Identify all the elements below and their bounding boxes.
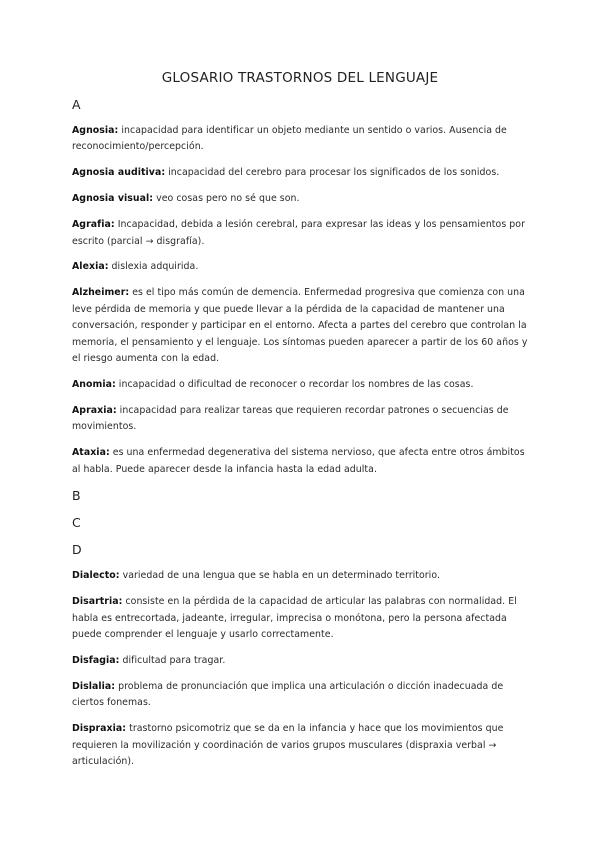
- glossary-term: Dialecto:: [72, 570, 120, 582]
- section-letter-c: C: [72, 515, 81, 531]
- glossary-entry: [72, 217, 534, 250]
- glossary-definition: incapacidad del cerebro para procesar los significados de los sonidos.: [165, 167, 500, 179]
- glossary-definition: Incapacidad, debida a lesión cerebral, para expresar las ideas y los pensamientos por escrito (parcial → disgrafía).: [72, 219, 525, 247]
- glossary-entry: [72, 165, 534, 181]
- glossary-definition: es una enfermedad degenerativa del sistema nervioso, que afecta entre otros ámbitos al habla. Puede aparecer desde la infancia hasta la edad adulta.: [72, 447, 525, 475]
- glossary-term: Agnosia auditiva:: [72, 167, 166, 179]
- glossary-definition: veo cosas pero no sé que son.: [153, 193, 300, 205]
- glossary-term: Apraxia:: [72, 404, 117, 416]
- glossary-term: Dispraxia:: [72, 723, 127, 735]
- glossary-definition: incapacidad o dificultad de reconocer o recordar los nombres de las cosas.: [115, 378, 474, 390]
- glossary-entry: [72, 594, 534, 643]
- glossary-term: Alzheimer:: [72, 287, 130, 299]
- glossary-term: Disartria:: [72, 596, 123, 608]
- glossary-entry: [72, 191, 534, 207]
- section-letter-b: B: [72, 488, 81, 504]
- glossary-term: Agnosia visual:: [72, 193, 154, 205]
- section-letter-a: A: [72, 97, 81, 112]
- glossary-body: [72, 96, 534, 780]
- page-title: GLOSARIO TRASTORNOS DEL LENGUAJE: [161, 70, 439, 86]
- glossary-entry: [72, 568, 534, 584]
- glossary-entry: [72, 377, 534, 393]
- glossary-definition: dislexia adquirida.: [108, 261, 199, 273]
- glossary-definition: trastorno psicomotriz que se da en la infancia y hace que los movimientos que requieren la movilización y coordinación de varios grupos musculares (dispraxia verbal → articulación).: [72, 723, 504, 768]
- glossary-entry: [72, 403, 534, 436]
- glossary-definition: problema de pronunciación que implica una articulación o dicción inadecuada de ciertos fonemas.: [72, 680, 504, 709]
- glossary-entry: [72, 285, 534, 367]
- glossary-term: Dislalia:: [72, 680, 116, 692]
- glossary-definition: incapacidad para realizar tareas que requieren recordar patrones o secuencias de movimientos.: [72, 404, 509, 433]
- glossary-definition: es el tipo más común de demencia. Enfermedad progresiva que comienza con una leve pérdida de memoria y que puede llevar a la pérdida de la capacidad de mantener una conversación, responder y participar en el entorno. Afecta a partes del cerebro que controlan la memoria, el pensamiento y el lenguaje. Los síntomas pueden aparecer a partir de los 60 años y el riesgo aumenta con la edad.: [72, 287, 528, 364]
- glossary-term: Agrafia:: [72, 219, 115, 231]
- glossary-entry: [72, 445, 534, 478]
- glossary-definition: variedad de una lengua que se habla en un determinado territorio.: [119, 570, 440, 582]
- glossary-entry: [72, 123, 534, 156]
- glossary-term: Alexia:: [72, 261, 109, 273]
- glossary-term: Ataxia:: [72, 447, 110, 459]
- glossary-entry: [72, 653, 534, 669]
- glossary-entry: [72, 259, 534, 275]
- glossary-entry: [72, 721, 534, 770]
- glossary-definition: consiste en la pérdida de la capacidad de articular las palabras con normalidad. El habla es entrecortada, jadeante, irregular, imprecisa o monótona, pero la persona afectada puede comprender el lenguaje y usarlo correctamente.: [72, 596, 517, 641]
- glossary-definition: dificultad para tragar.: [119, 655, 226, 667]
- glossary-entry: [72, 679, 534, 712]
- glossary-term: Agnosia:: [72, 125, 119, 136]
- glossary-definition: incapacidad para identificar un objeto mediante un sentido o varios. Ausencia de reconocimiento/percepción.: [72, 125, 507, 153]
- section-letter-d: D: [72, 542, 82, 558]
- glossary-term: Anomia:: [72, 378, 116, 390]
- glossary-term: Disfagia:: [72, 655, 120, 667]
